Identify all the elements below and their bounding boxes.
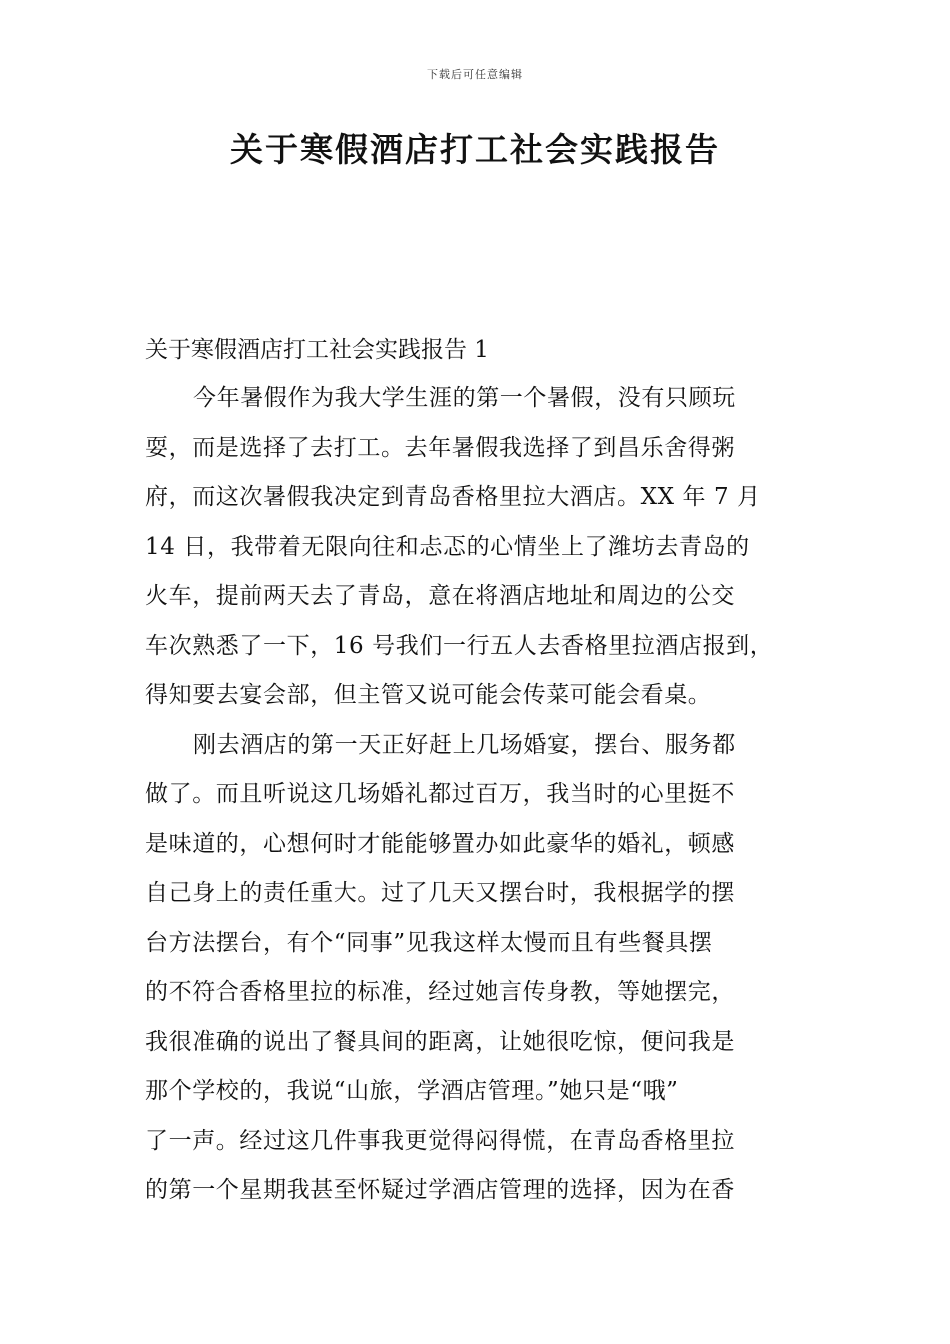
text-line: 那个学校的，我说“山旅，学酒店管理。”她只是“哦” (145, 1078, 679, 1104)
text-line: 今年暑假作为我大学生涯的第一个暑假，没有只顾玩 (193, 385, 736, 411)
document-body (145, 326, 810, 1216)
text-line: 耍，而是选择了去打工。去年暑假我选择了到昌乐舍得粥 (145, 434, 735, 461)
text-line: 我很准确的说出了餐具间的距离，让她很吃惊，便问我是 (145, 1028, 735, 1055)
text-line: 自己身上的责任重大。过了几天又摆台时，我根据学的摆 (145, 880, 735, 906)
text-line: 火车，提前两天去了青岛，意在将酒店地址和周边的公交 (145, 583, 735, 609)
document-title: 关于寒假酒店打工社会实践报告 (230, 130, 720, 169)
paragraph-1 (145, 374, 810, 721)
text-line: 台方法摆台，有个“同事”见我这样太慢而且有些餐具摆 (145, 929, 713, 956)
text-line: 的第一个星期我甚至怀疑过学酒店管理的选择，因为在香 (145, 1177, 735, 1203)
text-line: 得知要去宴会部，但主管又说可能会传菜可能会看桌。 (145, 682, 712, 708)
section-heading: 关于寒假酒店打工社会实践报告 1 (145, 337, 489, 363)
text-line: 14 日，我带着无限向往和忐忑的心情坐上了潍坊去青岛的 (145, 533, 750, 560)
text-line: 刚去酒店的第一天正好赶上几场婚宴，摆台、服务都 (193, 731, 736, 758)
text-line: 车次熟悉了一下，16 号我们一行五人去香格里拉酒店报到， (145, 632, 774, 659)
text-line: 府，而这次暑假我决定到青岛香格里拉大酒店。XX 年 7 月 (145, 484, 761, 510)
paragraph-2 (145, 721, 810, 1216)
text-line: 做了。而且听说这几场婚礼都过百万，我当时的心里挺不 (145, 781, 735, 807)
text-line: 了一声。经过这几件事我更觉得闷得慌，在青岛香格里拉 (145, 1127, 735, 1154)
text-line: 的不符合香格里拉的标准，经过她言传身教，等她摆完， (145, 979, 735, 1005)
text-line: 是味道的，心想何时才能能够置办如此豪华的婚礼，顿感 (145, 830, 735, 857)
header-note: 下载后可任意编辑 (427, 68, 523, 81)
